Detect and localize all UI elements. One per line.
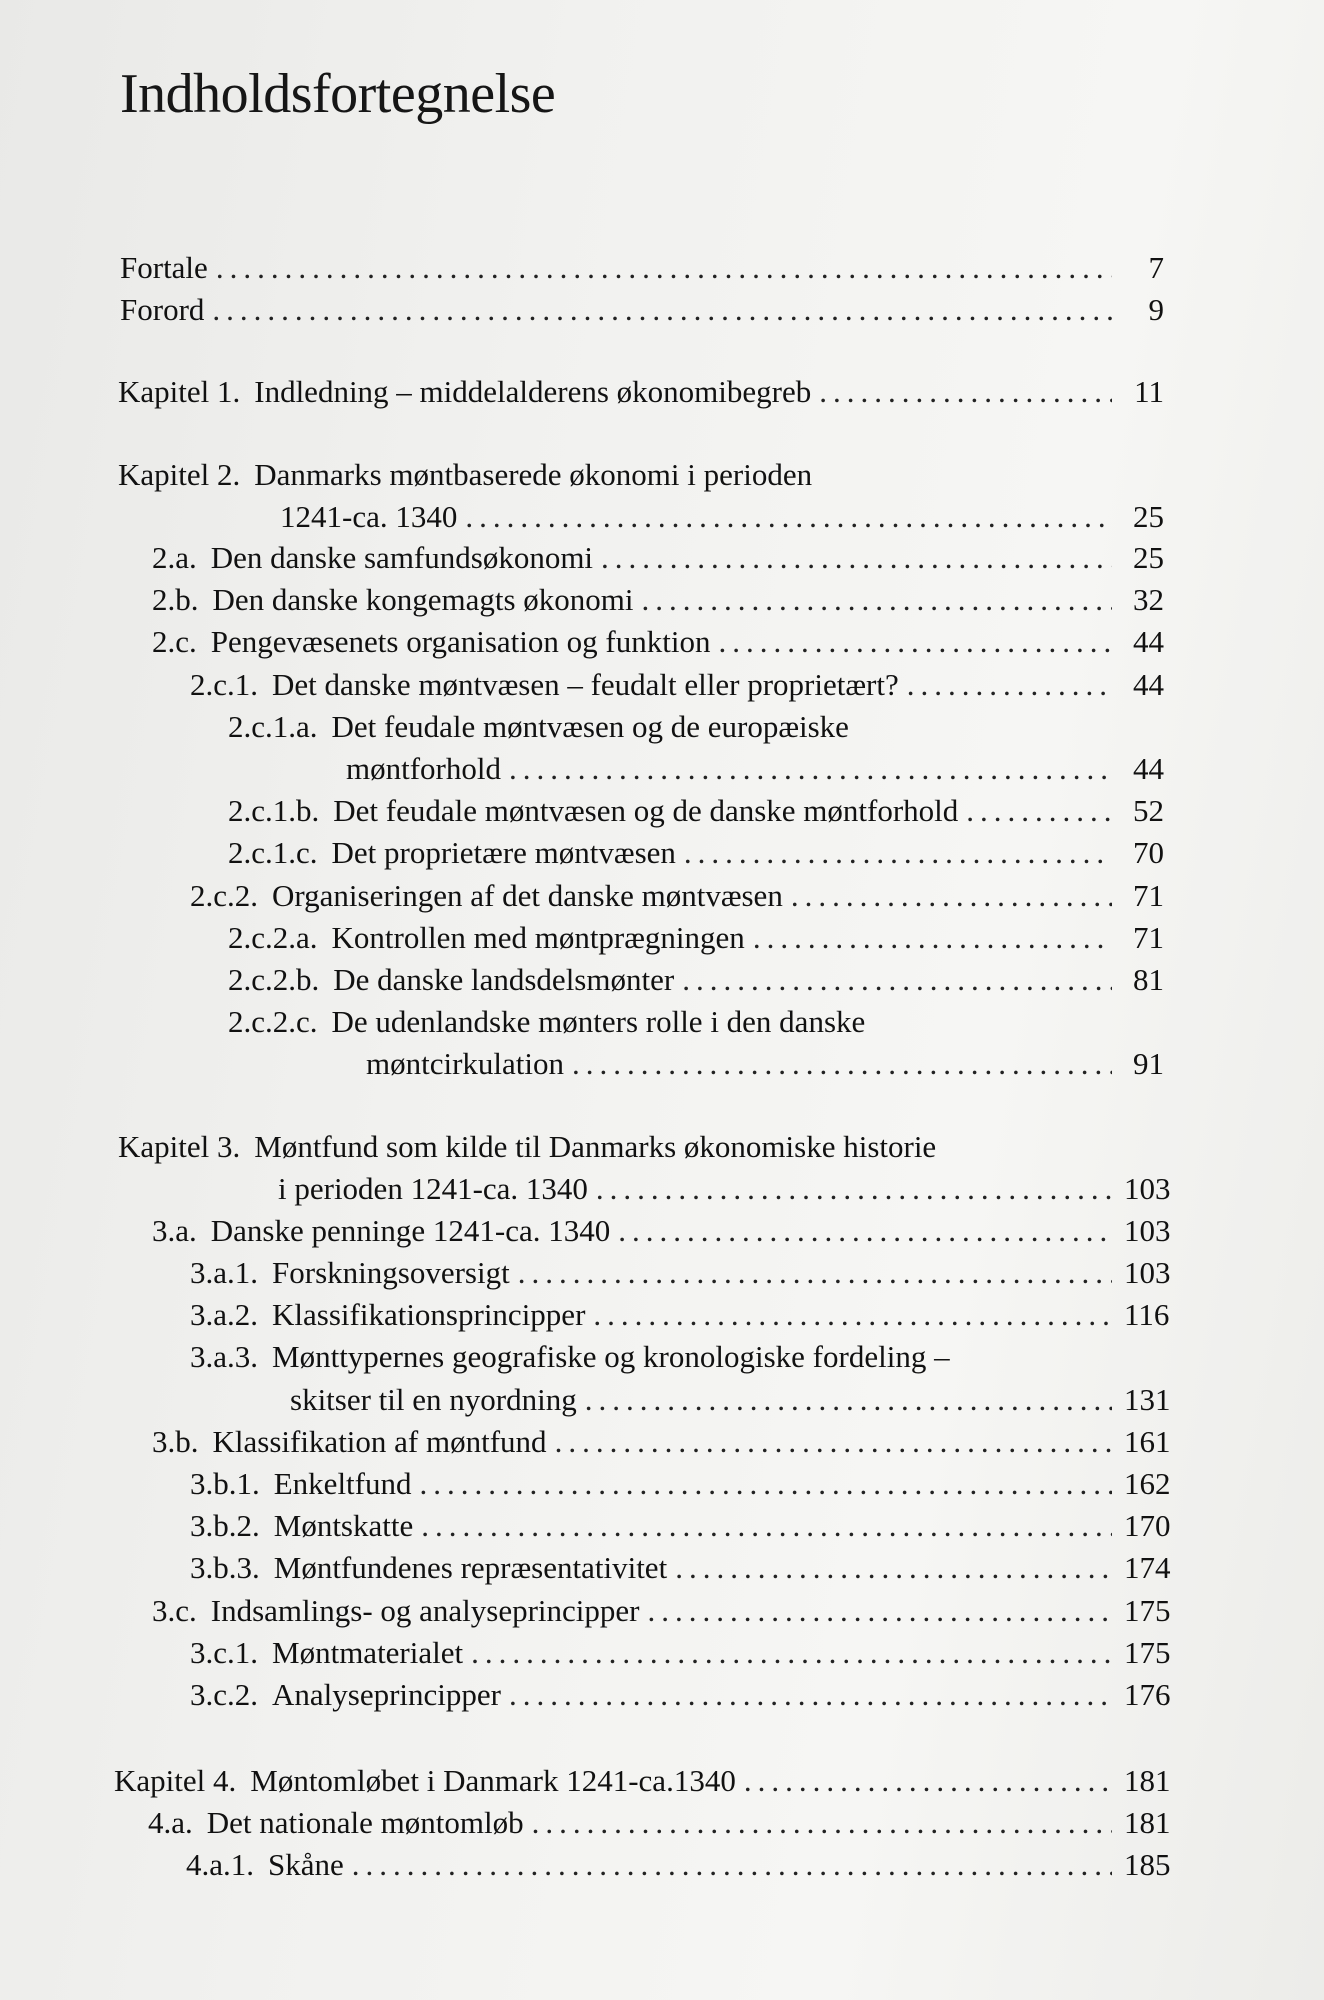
toc-entry-title: De danske landsdelsmønter bbox=[333, 962, 675, 997]
toc-entry-page-number: 91 bbox=[1133, 1046, 1164, 1081]
toc-entry bbox=[290, 1380, 1171, 1420]
toc-entry bbox=[190, 1337, 1164, 1377]
dot-leader bbox=[572, 1044, 1112, 1084]
dot-leader bbox=[532, 1803, 1112, 1843]
toc-entry-title: Danmarks møntbaserede økonomi i perioden bbox=[254, 457, 813, 492]
toc-entry-number: 2.c.2.b. bbox=[228, 962, 320, 997]
toc-entry-page-number: 7 bbox=[1148, 250, 1164, 285]
toc-entry-page-number: 52 bbox=[1133, 793, 1164, 828]
toc-entry-page-number: 71 bbox=[1133, 878, 1164, 913]
toc-entry-page-number: 103 bbox=[1124, 1171, 1171, 1206]
toc-entry bbox=[190, 1675, 1171, 1715]
toc-entry-number: Kapitel 3. bbox=[118, 1129, 241, 1164]
toc-entry-title: Den danske samfundsøkonomi bbox=[210, 540, 594, 575]
toc-entry bbox=[190, 1253, 1171, 1293]
dot-leader bbox=[819, 372, 1112, 412]
toc-entry-title: Klassifikation af møntfund bbox=[212, 1424, 547, 1459]
toc-entry bbox=[228, 960, 1164, 1000]
dot-leader bbox=[352, 1845, 1112, 1885]
toc-entry-page-number: 181 bbox=[1124, 1763, 1171, 1798]
toc-entry bbox=[228, 707, 1164, 747]
toc-entry-number: 2.c.1.a. bbox=[228, 709, 318, 744]
dot-leader bbox=[642, 580, 1112, 620]
toc-entry-page-number: 44 bbox=[1133, 751, 1164, 786]
toc-entry-title: Møntfund som kilde til Danmarks økonomiske historie bbox=[254, 1129, 937, 1164]
page-title: Indholdsfortegnelse bbox=[120, 63, 556, 125]
toc-entry-title: Fortale bbox=[120, 250, 208, 285]
toc-entry-page-number: 131 bbox=[1124, 1382, 1171, 1417]
toc-entry-number: 2.c.1.c. bbox=[228, 835, 318, 870]
toc-entry-title: Det nationale møntomløb bbox=[206, 1805, 524, 1840]
toc-entry bbox=[114, 1761, 1171, 1801]
toc-entry-title: skitser til en nyordning bbox=[290, 1382, 577, 1417]
toc-entry-number: 2.a. bbox=[152, 540, 197, 575]
dot-leader bbox=[585, 1380, 1112, 1420]
dot-leader bbox=[212, 290, 1112, 330]
toc-entry bbox=[152, 1211, 1171, 1251]
toc-entry-page-number: 71 bbox=[1133, 920, 1164, 955]
toc-entry-page-number: 44 bbox=[1133, 667, 1164, 702]
toc-entry-page-number: 162 bbox=[1124, 1466, 1171, 1501]
toc-entry bbox=[152, 1591, 1171, 1631]
toc-entry bbox=[148, 1803, 1171, 1843]
toc-entry bbox=[278, 1169, 1171, 1209]
toc-entry bbox=[190, 1633, 1171, 1673]
toc-entry-number: Kapitel 2. bbox=[118, 457, 241, 492]
toc-entry-number: 4.a.1. bbox=[186, 1847, 255, 1882]
dot-leader bbox=[682, 960, 1112, 1000]
toc-entry-page-number: 174 bbox=[1124, 1550, 1171, 1585]
toc-entry-title: Enkeltfund bbox=[273, 1466, 412, 1501]
toc-entry-title: Skåne bbox=[268, 1847, 344, 1882]
toc-entry-number: 4.a. bbox=[148, 1805, 193, 1840]
toc-entry-number: 3.b. bbox=[152, 1424, 199, 1459]
dot-leader bbox=[555, 1422, 1112, 1462]
dot-leader bbox=[753, 918, 1112, 958]
toc-entry bbox=[190, 1464, 1171, 1504]
dot-leader bbox=[596, 1169, 1112, 1209]
toc-entry-page-number: 103 bbox=[1124, 1213, 1171, 1248]
toc-entry-title: Analyseprincipper bbox=[272, 1677, 501, 1712]
dot-leader bbox=[718, 622, 1112, 662]
dot-leader bbox=[601, 538, 1112, 578]
toc-entry-number: 3.c.1. bbox=[190, 1635, 259, 1670]
toc-entry bbox=[228, 918, 1164, 958]
toc-entry-title: Den danske kongemagts økonomi bbox=[212, 582, 634, 617]
toc-entry-title: i perioden 1241-ca. 1340 bbox=[278, 1171, 588, 1206]
toc-entry-number: 3.a.3. bbox=[190, 1339, 259, 1374]
toc-entry-page-number: 25 bbox=[1133, 499, 1164, 534]
toc-entry-title: Forskningsoversigt bbox=[272, 1255, 510, 1290]
toc-entry-page-number: 70 bbox=[1133, 835, 1164, 870]
toc-entry-number: 3.c. bbox=[152, 1593, 197, 1628]
toc-entry-page-number: 11 bbox=[1134, 374, 1164, 409]
dot-leader bbox=[509, 1675, 1112, 1715]
toc-entry bbox=[118, 1127, 1164, 1167]
toc-entry-title: Møntomløbet i Danmark 1241-ca.1340 bbox=[250, 1763, 736, 1798]
dot-leader bbox=[509, 749, 1112, 789]
toc-entry-page-number: 175 bbox=[1124, 1635, 1171, 1670]
dot-leader bbox=[791, 876, 1112, 916]
toc-entry-number: Kapitel 4. bbox=[114, 1763, 237, 1798]
toc-entry bbox=[366, 1044, 1164, 1084]
toc-entry bbox=[152, 580, 1164, 620]
dot-leader bbox=[744, 1761, 1112, 1801]
toc-entry bbox=[190, 1295, 1170, 1335]
toc-entry-page-number: 103 bbox=[1124, 1255, 1171, 1290]
toc-entry-page-number: 161 bbox=[1124, 1424, 1171, 1459]
toc-entry bbox=[190, 876, 1164, 916]
toc-entry bbox=[228, 1002, 1164, 1042]
dot-leader bbox=[471, 1633, 1112, 1673]
toc-entry-title: Det proprietære møntvæsen bbox=[331, 835, 676, 870]
toc-entry bbox=[190, 1506, 1171, 1546]
toc-entry-title: Klassifikationsprincipper bbox=[272, 1297, 586, 1332]
toc-entry-page-number: 81 bbox=[1133, 962, 1164, 997]
toc-entry-title: møntforhold bbox=[346, 751, 501, 786]
dot-leader bbox=[216, 248, 1112, 288]
dot-leader bbox=[420, 1464, 1113, 1504]
toc-entry-page-number: 176 bbox=[1124, 1677, 1171, 1712]
toc-entry bbox=[152, 622, 1164, 662]
toc-entry-number: 3.b.2. bbox=[190, 1508, 260, 1543]
toc-entry-number: 3.a.2. bbox=[190, 1297, 259, 1332]
toc-entry-title: Det feudale møntvæsen og de danske møntforhold bbox=[333, 793, 959, 828]
toc-entry-page-number: 32 bbox=[1133, 582, 1164, 617]
toc-entry-page-number: 185 bbox=[1124, 1847, 1171, 1882]
toc-entry-number: Kapitel 1. bbox=[118, 374, 241, 409]
toc-entry bbox=[186, 1845, 1171, 1885]
toc-entry bbox=[120, 248, 1164, 288]
dot-leader bbox=[684, 833, 1112, 873]
toc-entry-page-number: 116 bbox=[1124, 1297, 1170, 1332]
dot-leader bbox=[518, 1253, 1112, 1293]
toc-entry-title: Møntfundenes repræsentativitet bbox=[273, 1550, 668, 1585]
toc-entry-title: Indsamlings- og analyseprincipper bbox=[210, 1593, 640, 1628]
toc-entry-number: 3.b.1. bbox=[190, 1466, 260, 1501]
toc-entry bbox=[190, 665, 1164, 705]
toc-entry-number: 2.c.2.c. bbox=[228, 1004, 318, 1039]
toc-entry-page-number: 170 bbox=[1124, 1508, 1171, 1543]
toc-entry-page-number: 25 bbox=[1133, 540, 1164, 575]
toc-entry bbox=[228, 791, 1164, 831]
toc-entry-page-number: 181 bbox=[1124, 1805, 1171, 1840]
toc-entry bbox=[346, 749, 1164, 789]
dot-leader bbox=[593, 1295, 1112, 1335]
toc-entry bbox=[152, 1422, 1171, 1462]
toc-entry-number: 3.a. bbox=[152, 1213, 197, 1248]
dot-leader bbox=[618, 1211, 1112, 1251]
toc-entry-number: 3.c.2. bbox=[190, 1677, 259, 1712]
toc-entry-title: Møntmaterialet bbox=[272, 1635, 464, 1670]
toc-entry-title: møntcirkulation bbox=[366, 1046, 565, 1081]
toc-entry-title: Kontrollen med møntprægningen bbox=[331, 920, 745, 955]
toc-entry bbox=[118, 372, 1164, 412]
toc-entry-number: 2.c.1. bbox=[190, 667, 259, 702]
toc-entry-page-number: 175 bbox=[1124, 1593, 1171, 1628]
toc-entry-title: 1241-ca. 1340 bbox=[280, 499, 458, 534]
toc-entry bbox=[190, 1548, 1171, 1588]
toc-entry-number: 2.c.2.a. bbox=[228, 920, 318, 955]
toc-entry-number: 2.b. bbox=[152, 582, 199, 617]
toc-entry bbox=[118, 455, 1164, 495]
toc-entry bbox=[280, 497, 1164, 537]
toc-entry-title: Danske penninge 1241-ca. 1340 bbox=[210, 1213, 611, 1248]
dot-leader bbox=[907, 665, 1112, 705]
toc-entry-title: Det danske møntvæsen – feudalt eller proprietært? bbox=[272, 667, 899, 702]
toc-entry-number: 2.c. bbox=[152, 624, 197, 659]
toc-entry-title: De udenlandske mønters rolle i den danske bbox=[331, 1004, 866, 1039]
dot-leader bbox=[465, 497, 1112, 537]
toc-entry bbox=[120, 290, 1164, 330]
toc-entry-title: Organiseringen af det danske møntvæsen bbox=[272, 878, 783, 913]
toc-entry bbox=[228, 833, 1164, 873]
dot-leader bbox=[421, 1506, 1112, 1546]
toc-entry-page-number: 9 bbox=[1148, 292, 1164, 327]
toc-entry-title: Indledning – middelalderens økonomibegreb bbox=[254, 374, 812, 409]
toc-entry-number: 2.c.1.b. bbox=[228, 793, 320, 828]
toc-entry-title: Det feudale møntvæsen og de europæiske bbox=[331, 709, 849, 744]
toc-entry-page-number: 44 bbox=[1133, 624, 1164, 659]
toc-entry-title: Møntskatte bbox=[273, 1508, 414, 1543]
toc-entry-title: Pengevæsenets organisation og funktion bbox=[210, 624, 711, 659]
toc-entry-number: 2.c.2. bbox=[190, 878, 259, 913]
dot-leader bbox=[675, 1548, 1112, 1588]
toc-entry-number: 3.b.3. bbox=[190, 1550, 260, 1585]
toc-entry-title: Mønttypernes geografiske og kronologiske fordeling – bbox=[272, 1339, 950, 1374]
toc-entry-title: Forord bbox=[120, 292, 205, 327]
toc-entry bbox=[152, 538, 1164, 578]
dot-leader bbox=[966, 791, 1112, 831]
toc-entry-number: 3.a.1. bbox=[190, 1255, 259, 1290]
dot-leader bbox=[647, 1591, 1112, 1631]
